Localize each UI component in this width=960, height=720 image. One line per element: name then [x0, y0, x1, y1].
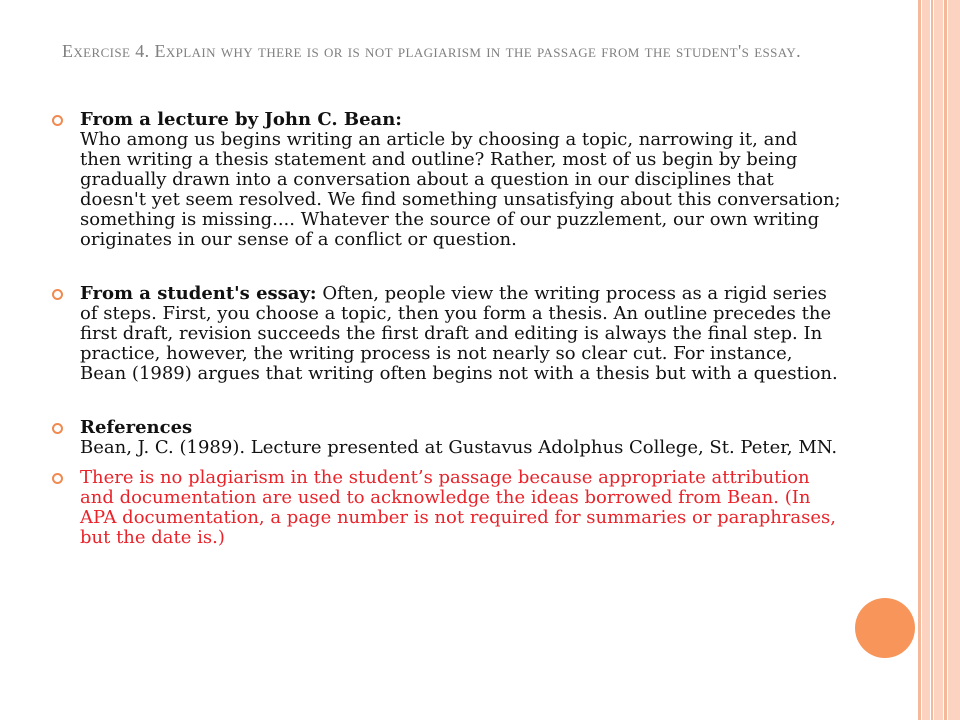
- bullet-marker: [52, 115, 63, 126]
- answer-text: There is no plagiarism in the student’s passage because appropriate attribution and documentation are used to acknowledge the ideas borrowed from Bean. (In APA documentation, a page number is not required for summaries or paraphrases, but the date is.): [80, 467, 836, 548]
- bullet-text: Often, people view the writing process as a rigid series of steps. First, you choose a topic, then you form a thesis. An outline precedes the first draft, revision succeeds the first draft and editing is always the final step. In practice, however, the writing process is not nearly so clear cut. For instance, Bean (1989) argues that writing often begins not with a thesis but with a question.: [80, 283, 838, 384]
- bullet-references: [52, 418, 842, 458]
- bullet-answer: [52, 468, 842, 548]
- slide-title: Exercise 4. Explain why there is or is not plagiarism in the passage from the student's essay.: [62, 41, 802, 61]
- bullet-marker: [52, 289, 63, 300]
- decorative-band: [948, 0, 960, 720]
- bullet-text: Bean, J. C. (1989). Lecture presented at Gustavus Adolphus College, St. Peter, MN.: [80, 437, 838, 458]
- decorative-stripe: [944, 0, 947, 720]
- bullet-marker: [52, 423, 63, 434]
- decorative-stripe: [918, 0, 921, 720]
- bullet-heading: From a lecture by John C. Bean:: [80, 109, 402, 130]
- decorative-band: [922, 0, 930, 720]
- bullet-marker: [52, 473, 63, 484]
- bullet-heading: References: [80, 417, 193, 438]
- bullet-heading: From a student's essay:: [80, 283, 317, 304]
- decorative-circle: [855, 598, 915, 658]
- decorative-band: [934, 0, 943, 720]
- bullet-student-essay: [52, 284, 842, 384]
- bullet-list: [52, 110, 842, 548]
- bullet-text: Who among us begins writing an article by choosing a topic, narrowing it, and then writing a thesis statement and outline? Rather, most of us begin by being gradually drawn into a conversation about a question in our disciplines that doesn't yet seem resolved. We find something unsatisfying about this conversation; something is missing.... Whatever the source of our puzzlement, our own writing originates in our sense of a conflict or question.: [80, 129, 841, 250]
- decorative-stripe: [931, 0, 933, 720]
- bullet-lecture: [52, 110, 842, 250]
